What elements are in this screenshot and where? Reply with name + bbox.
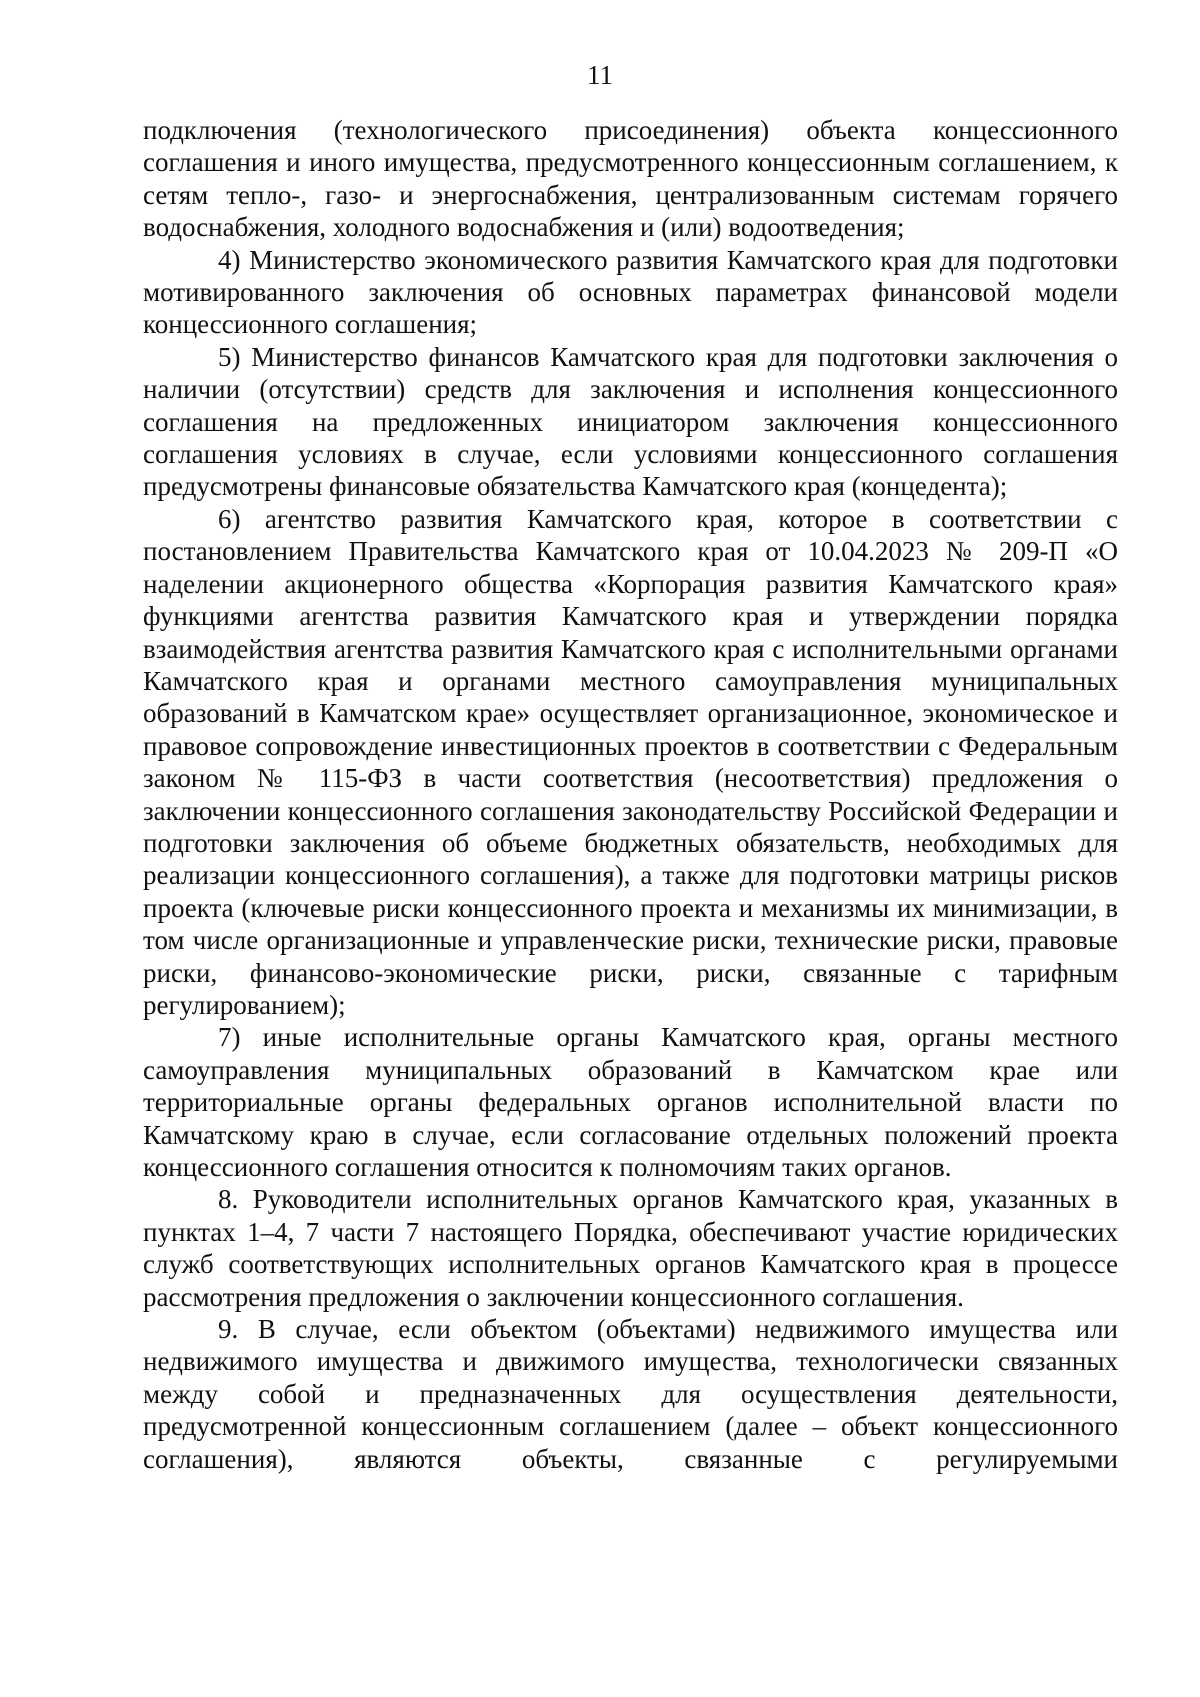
page-number: 11	[587, 60, 613, 90]
paragraph-item-6: 6) агентство развития Камчатского края, которое в соответствии с постановлением Правительства Камчатского края от 10.04.2023 № 209-П «О наделении акционерного общества «Корпорация развития Камчатского края» функциями агентства развития Камчатского края и утверждении порядка взаимодействия агентства развития Камчатского края с исполнительными органами Камчатского края и органами местного самоуправления муниципальных образований в Камчатском крае» осуществляет организационное, экономическое и правовое сопровождение инвестиционных проектов в соответствии с Федеральным законом № 115-ФЗ в части соответствия (несоответствия) предложения о заключении концессионного соглашения законодательству Российской Федерации и подготовки заключения об объеме бюджетных обязательств, необходимых для реализации концессионного соглашения), а также для подготовки матрицы рисков проекта (ключевые риски концессионного проекта и механизмы их минимизации, в том числе организационные и управленческие риски, технические риски, правовые риски, финансово-экономические риски, риски, связанные с тарифным регулированием);	[143, 503, 1118, 1020]
paragraph-clause-9: 9. В случае, если объектом (объектами) недвижимого имущества или недвижимого имущества и движимого имущества, технологически связанных между собой и предназначенных для осуществления деятельности, предусмотренной концессионным соглашением (далее – объект концессионного соглашения), являются объекты, связанные с регулируемыми	[143, 1314, 1118, 1474]
document-body	[143, 114, 1118, 1475]
paragraph-item-4: 4) Министерство экономического развития Камчатского края для подготовки мотивированного заключения об основных параметрах финансовой модели концессионного соглашения;	[143, 244, 1118, 340]
paragraph-clause-8: 8. Руководители исполнительных органов Камчатского края, указанных в пунктах 1–4, 7 части 7 настоящего Порядка, обеспечивают участие юридических служб соответствующих исполнительных органов Камчатского края в процессе рассмотрения предложения о заключении концессионного соглашения.	[143, 1184, 1118, 1312]
paragraph-item-7: 7) иные исполнительные органы Камчатского края, органы местного самоуправления муниципальных образований в Камчатском крае или территориальные органы федеральных органов исполнительной власти по Камчатскому краю в случае, если согласование отдельных положений проекта концессионного соглашения относится к полномочиям таких органов.	[143, 1022, 1118, 1182]
paragraph-item-5: 5) Министерство финансов Камчатского края для подготовки заключения о наличии (отсутствии) средств для заключения и исполнения концессионного соглашения на предложенных инициатором заключения концессионного соглашения условиях в случае, если условиями концессионного соглашения предусмотрены финансовые обязательства Камчатского края (концедента);	[143, 341, 1118, 502]
paragraph-continuation: подключения (технологического присоединения) объекта концессионного соглашения и иного имущества, предусмотренного концессионным соглашением, к сетям тепло-, газо- и энергоснабжения, централизованным системам горячего водоснабжения, холодного водоснабжения и (или) водоотведения;	[143, 115, 1118, 243]
